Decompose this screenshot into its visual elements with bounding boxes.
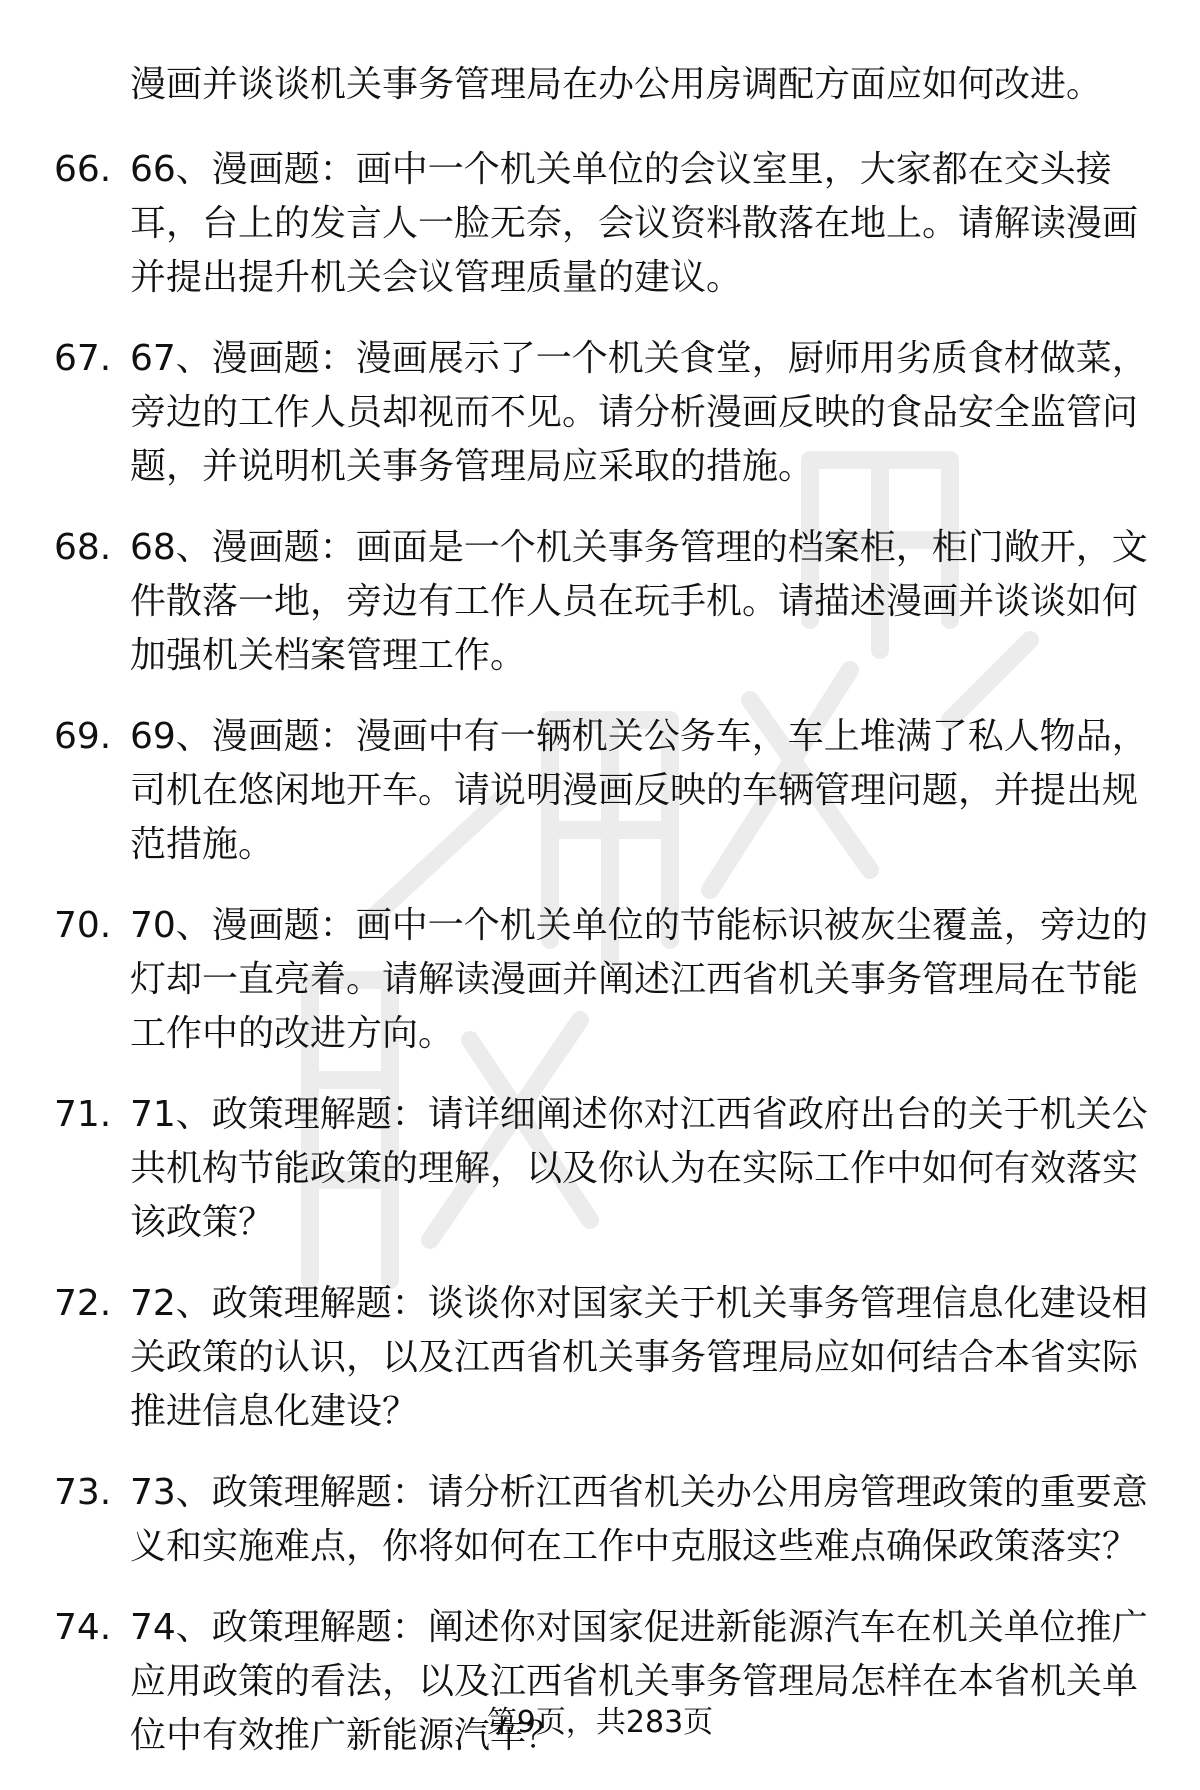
question-number: 67. xyxy=(54,338,112,379)
question-item xyxy=(0,143,1200,305)
question-number: 66. xyxy=(54,149,112,190)
question-item xyxy=(0,1277,1200,1439)
question-number: 70. xyxy=(54,905,112,946)
question-text: 66、漫画题：画中一个机关单位的会议室里，大家都在交头接耳，台上的发言人一脸无奈，会议资料散落在地上。请解读漫画并提出提升机关会议管理质量的建议。 xyxy=(130,149,1139,298)
question-text: 74、政策理解题：阐述你对国家促进新能源汽车在机关单位推广应用政策的看法，以及江西省机关事务管理局怎样在本省机关单位中有效推广新能源汽车？ xyxy=(130,1607,1148,1756)
question-text: 72、政策理解题：谈谈你对国家关于机关事务管理信息化建设相关政策的认识，以及江西省机关事务管理局应如何结合本省实际推进信息化建设？ xyxy=(130,1283,1148,1432)
page-footer: 第9页，共283页 xyxy=(486,1705,714,1740)
question-number: 74. xyxy=(54,1607,112,1648)
question-item xyxy=(0,899,1200,1061)
question-item xyxy=(0,1088,1200,1250)
question-number: 71. xyxy=(54,1094,112,1135)
question-text: 67、漫画题：漫画展示了一个机关食堂，厨师用劣质食材做菜，旁边的工作人员却视而不见。请分析漫画反映的食品安全监管问题，并说明机关事务管理局应采取的措施。 xyxy=(130,338,1148,487)
question-item xyxy=(0,332,1200,494)
question-text: 68、漫画题：画面是一个机关事务管理的档案柜，柜门敞开，文件散落一地，旁边有工作人员在玩手机。请描述漫画并谈谈如何加强机关档案管理工作。 xyxy=(130,527,1148,676)
question-item xyxy=(0,710,1200,872)
question-text: 71、政策理解题：请详细阐述你对江西省政府出台的关于机关公共机构节能政策的理解，以及你认为在实际工作中如何有效落实该政策？ xyxy=(130,1094,1148,1243)
question-number: 68. xyxy=(54,527,112,568)
question-item xyxy=(0,521,1200,683)
question-text: 73、政策理解题：请分析江西省机关办公用房管理政策的重要意义和实施难点，你将如何在工作中克服这些难点确保政策落实？ xyxy=(130,1472,1148,1567)
question-number: 72. xyxy=(54,1283,112,1324)
question-text: 70、漫画题：画中一个机关单位的节能标识被灰尘覆盖，旁边的灯却一直亮着。请解读漫画并阐述江西省机关事务管理局在节能工作中的改进方向。 xyxy=(130,905,1148,1054)
question-number: 69. xyxy=(54,716,112,757)
question-list xyxy=(0,143,1200,1790)
continuation-text: 漫画并谈谈机关事务管理局在办公用房调配方面应如何改进。 xyxy=(130,64,1103,105)
question-text: 69、漫画题：漫画中有一辆机关公务车，车上堆满了私人物品，司机在悠闲地开车。请说明漫画反映的车辆管理问题，并提出规范措施。 xyxy=(130,716,1148,865)
question-item xyxy=(0,1466,1200,1574)
question-number: 73. xyxy=(54,1472,112,1513)
